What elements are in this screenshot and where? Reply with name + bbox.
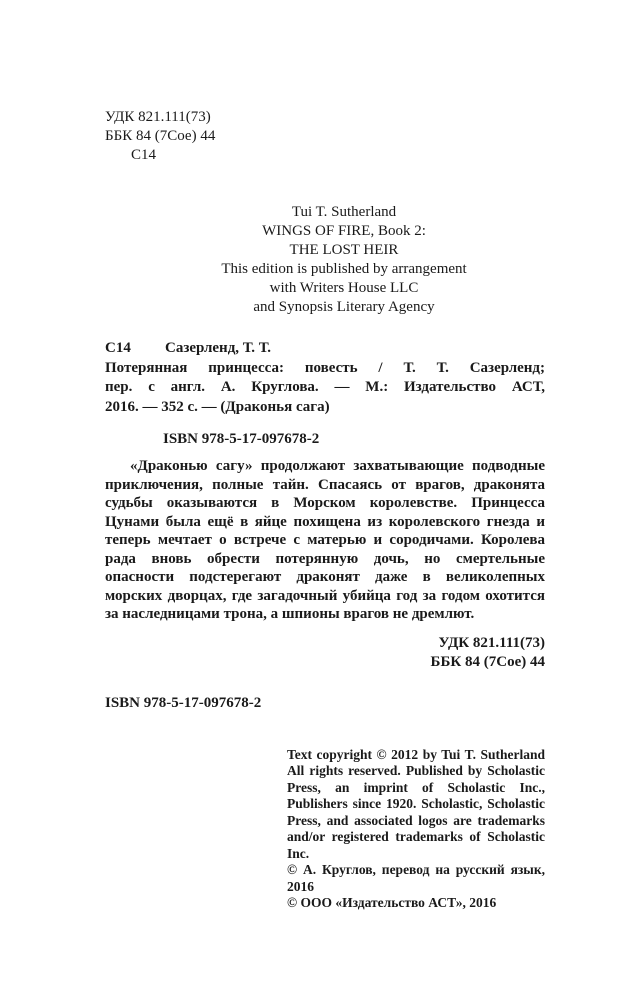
catalog-line: пер. с англ. А. Круглова. — М.: Издательство АСТ, (105, 379, 545, 395)
copyright-translator: © А. Круглов, перевод на русский язык, 2016 (287, 862, 545, 894)
edition-agency-line-2: and Synopsis Literary Agency (253, 299, 435, 315)
catalog-line: 2016. — 352 с. — (Драконья сага) (105, 398, 330, 415)
edition-title-line: THE LOST HEIR (289, 242, 399, 258)
udk-bottom-label: УДК 821.111(73) (438, 634, 545, 651)
udk-top-label: УДК 821.111(73) (105, 109, 211, 125)
annotation-text: «Драконью сагу» продолжают захватывающие подводные приключения, полные тайн. Спасаясь от врагов, драконята судьбы оказываются в Морском королевстве. Принцесса Цунами была ещё в яйце похищена из королевского гнезда и теперь мечтает о встрече с матерью и сородичами. Королева рада вновь обрести потерянную дочь, но смертельные опасности подстерегают драконят даже в великолепных морских дворцах, где загадочный убийца год за годом охотится за наследницами трона, а шпионы врагов не дремлют. (105, 458, 545, 622)
classification-top (105, 108, 545, 165)
catalog-author: Сазерленд, Т. Т. (165, 340, 272, 356)
bbk-top-label: ББК 84 (7Сое) 44 (105, 128, 216, 144)
catalog-code: С14 (105, 340, 131, 356)
edition-agency-line-1: with Writers House LLC (269, 280, 419, 296)
edition-series-line: WINGS OF FIRE, Book 2: (262, 223, 426, 239)
copyright-block (287, 747, 545, 912)
catalog-first-line (105, 339, 545, 359)
isbn-label: ISBN 978-5-17-097678-2 (163, 431, 320, 447)
copyright-english: Text copyright © 2012 by Tui T. Sutherland All rights reserved. Published by Scholastic Press, an imprint of Scholastic Inc., Publishers since 1920. Scholastic, Scholastic Press, and associated logos are trademarks and/or registered trademarks of Scholastic Inc. (287, 746, 545, 861)
classification-bottom (105, 634, 545, 672)
isbn-label: ISBN 978-5-17-097678-2 (105, 694, 262, 711)
edition-arrangement-line: This edition is published by arrangement (221, 261, 467, 277)
bbk-bottom-label: ББК 84 (7Сое) 44 (430, 653, 545, 670)
copyright-publisher: © ООО «Издательство АСТ», 2016 (287, 895, 497, 910)
edition-author-line: Tui T. Sutherland (291, 204, 397, 220)
edition-notice (105, 203, 545, 317)
catalog-line: Потерянная принцесса: повесть / Т. Т. Сазерленд; (105, 359, 545, 376)
author-sign-top: С14 (131, 147, 157, 163)
catalog-card (105, 339, 545, 417)
